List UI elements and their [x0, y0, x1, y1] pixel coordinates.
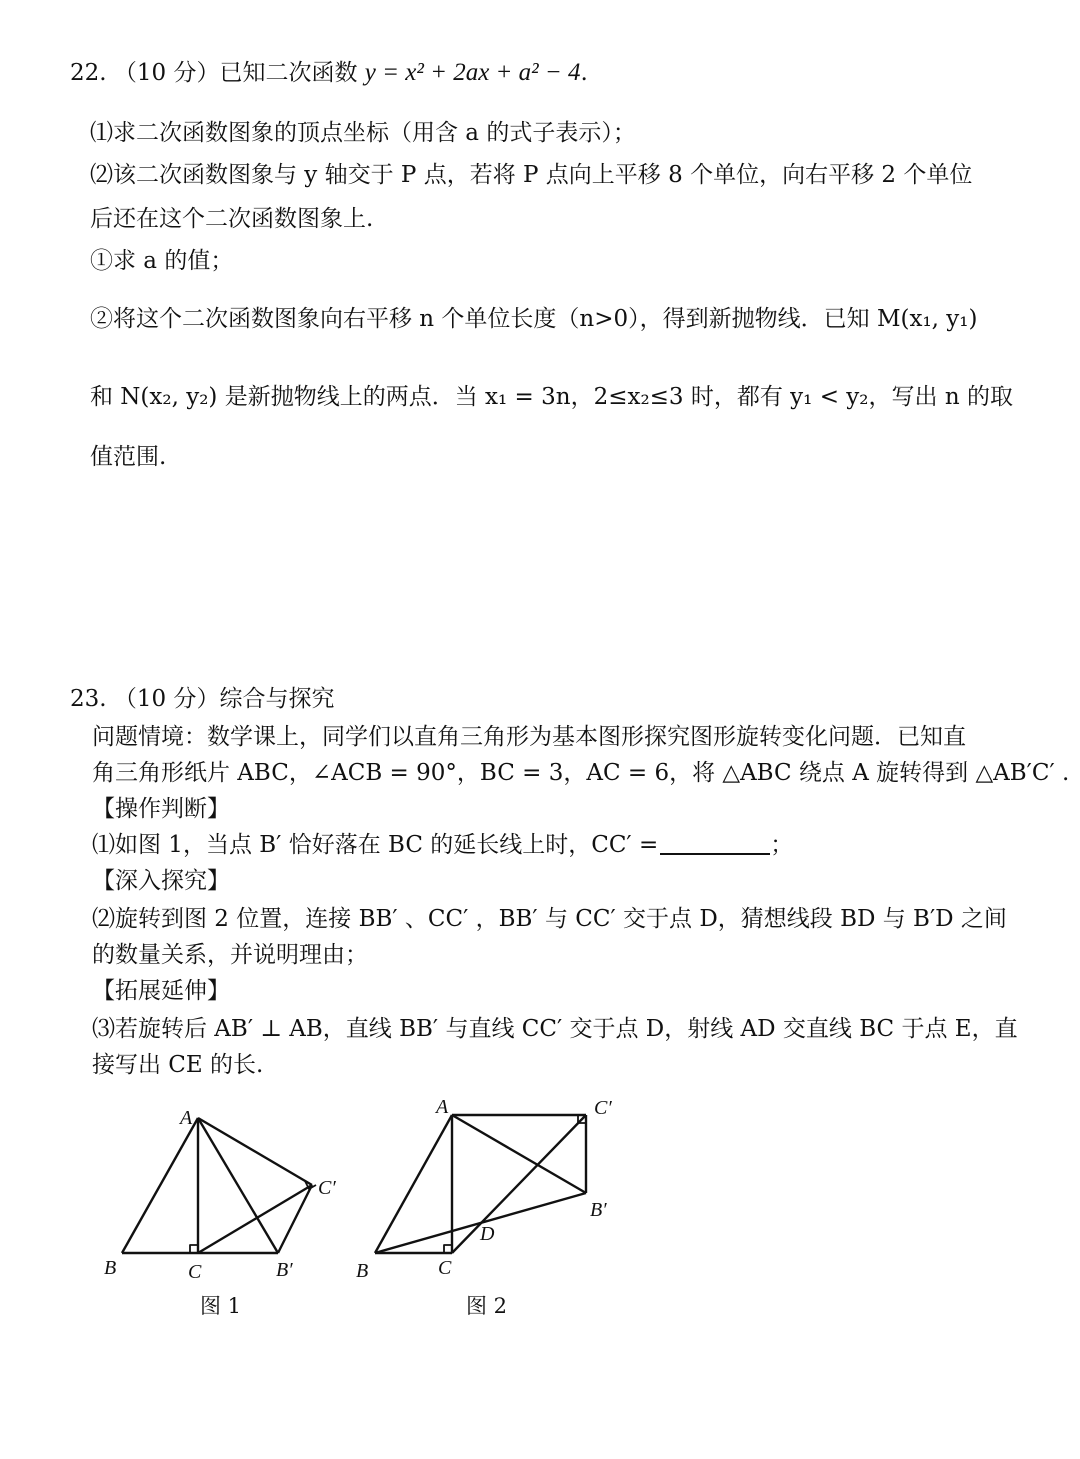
- q22-formula-end: .: [580, 60, 588, 86]
- q22-formula: y = x² + 2ax + a² − 4: [364, 59, 581, 86]
- q23-part1-end: ；: [770, 832, 794, 858]
- q23-number: 23.: [70, 686, 107, 712]
- q23-part3-line2: 接写出 CE 的长.: [92, 1052, 264, 1078]
- q22-intro: 已知二次函数: [219, 60, 358, 86]
- q22-number: 22.: [70, 60, 107, 86]
- q23-section-explore: 【深入探究】: [92, 868, 230, 894]
- fig2-label-B-prime: B′: [590, 1199, 607, 1221]
- q23-part2-line2: 的数量关系，并说明理由；: [92, 942, 368, 968]
- fig1-segment-AB: [122, 1118, 198, 1253]
- q23-title: 综合与探究: [219, 686, 335, 712]
- fig2-label-A: A: [436, 1096, 449, 1118]
- fig2-label-B: B: [356, 1260, 369, 1282]
- fig1-label-C: C: [188, 1261, 202, 1283]
- fig2-label-C-prime: C′: [594, 1097, 612, 1119]
- fig2-label-D: D: [480, 1223, 495, 1245]
- q23-section-extend: 【拓展延伸】: [92, 978, 230, 1004]
- fig2-segment-AB: [375, 1115, 452, 1253]
- q23-score: （10 分）: [113, 686, 220, 712]
- q22-sub2-line2: 和 N(x₂, y₂) 是新抛物线上的两点．当 x₁ = 3n，2≤x₂≤3 时，都有 y₁ < y₂，写出 n 的取: [90, 384, 1013, 410]
- fig2-segment-CC2: [452, 1115, 586, 1253]
- fig2-segment-AB2: [452, 1115, 586, 1193]
- q23-context-line2: 角三角形纸片 ABC，∠ACB = 90°，BC = 3，AC = 6，将 △ABC 绕点 A 旋转得到 △AB′C′ .: [92, 760, 1070, 786]
- fig1-segment-AC2: [198, 1118, 312, 1185]
- fig1-label-B: B: [104, 1257, 117, 1279]
- fig1-label-C-prime: C′: [318, 1177, 336, 1199]
- q22-part1: ⑴求二次函数图象的顶点坐标（用含 a 的式子表示）；: [90, 120, 636, 146]
- q23-context-line1: 问题情境：数学课上，同学们以直角三角形为基本图形探究图形旋转变化问题．已知直: [92, 724, 966, 750]
- q22-sub2-line3: 值范围.: [90, 444, 167, 470]
- q22-sub1: ①求 a 的值；: [90, 248, 234, 274]
- q22-score: （10 分）: [113, 60, 220, 86]
- q23-part2-line1: ⑵旋转到图 2 位置，连接 BB′ 、CC′ ，BB′ 与 CC′ 交于点 D，猜想线段 BD 与 B′D 之间: [92, 906, 1007, 932]
- figure-2-caption: 图 2: [466, 1294, 508, 1318]
- q22-sub2-line1: ②将这个二次函数图象向右平移 n 个单位长度（n>0），得到新抛物线．已知 M(x₁, y₁): [90, 306, 978, 332]
- q22-part2-line2: 后还在这个二次函数图象上.: [90, 206, 374, 232]
- fig2-label-C: C: [438, 1257, 452, 1279]
- q23-part3-line1: ⑶若旋转后 AB′ ⊥ AB，直线 BB′ 与直线 CC′ 交于点 D，射线 AD 交直线 BC 于点 E，直: [92, 1016, 1018, 1042]
- figure-1-caption: 图 1: [200, 1294, 242, 1318]
- q23-part1-text: ⑴如图 1，当点 B′ 恰好落在 BC 的延长线上时，CC′ =: [92, 832, 659, 858]
- q23-section-operation: 【操作判断】: [92, 796, 230, 822]
- fig1-label-B-prime: B′: [276, 1259, 293, 1281]
- fig1-segment-AB2: [198, 1118, 278, 1253]
- fig1-label-A: A: [180, 1107, 193, 1129]
- q22-part2-line1: ⑵该二次函数图象与 y 轴交于 P 点，若将 P 点向上平移 8 个单位，向右平移 2 个单位: [90, 162, 973, 188]
